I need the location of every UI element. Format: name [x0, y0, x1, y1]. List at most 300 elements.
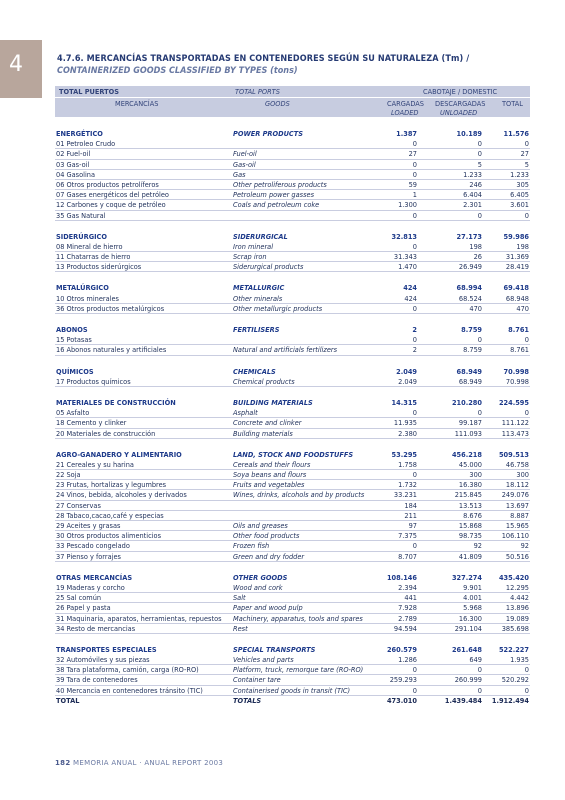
cell-unloaded: 5.968 — [463, 604, 482, 613]
header-total-puertos: TOTAL PUERTOS — [59, 88, 120, 96]
cell-unloaded: 68.949 — [458, 377, 482, 386]
cell-total: 70.998 — [505, 377, 529, 386]
cell-total: 5 — [524, 160, 529, 169]
table-row — [55, 200, 530, 210]
cell-english: Paper and wood pulp — [233, 604, 303, 613]
cell-spanish: 01 Petroleo Crudo — [56, 140, 116, 149]
cell-english: Gas — [233, 170, 246, 179]
table-row — [55, 460, 530, 470]
cell-spanish: 07 Gases energéticos del petróleo — [56, 191, 169, 200]
cell-unloaded: 456.218 — [451, 450, 482, 459]
cell-loaded: 1.387 — [396, 130, 417, 138]
cell-english: Building materials — [233, 429, 293, 438]
cell-loaded: 0 — [412, 471, 417, 480]
cell-total: 3.601 — [510, 201, 529, 210]
cell-loaded: 59 — [408, 180, 417, 189]
cell-total: 11.576 — [503, 130, 529, 138]
cell-total: 435.420 — [498, 573, 529, 582]
cell-total: 111.122 — [501, 419, 529, 428]
cell-english: Platform, truck, remorque tare (RO-RO) — [233, 666, 364, 675]
cell-loaded: 424 — [404, 294, 417, 303]
cell-spanish: 05 Asfalto — [56, 409, 90, 418]
cell-english: Salt — [233, 594, 246, 603]
cell-spanish: 29 Aceites y grasas — [56, 522, 121, 530]
category-row — [55, 450, 530, 460]
cell-spanish: 28 Tabaco,cacao,café y especias — [56, 511, 164, 520]
cell-english: Chemical products — [233, 377, 295, 386]
goods-table — [55, 86, 530, 706]
cell-total: 470 — [516, 304, 529, 313]
header-cabotaje: CABOTAJE / DOMESTIC — [423, 88, 498, 96]
cell-loaded: 33.231 — [393, 491, 417, 500]
cell-spanish: 06 Otros productos petrolíferos — [56, 180, 159, 189]
table-row — [55, 665, 530, 675]
cell-spanish: 08 Mineral de hierro — [56, 242, 123, 251]
cell-unloaded: 4.001 — [463, 594, 482, 603]
table-row — [55, 480, 530, 490]
cell-total: 4.442 — [510, 594, 529, 603]
category-row — [55, 573, 530, 583]
cell-spanish: QUÍMICOS — [56, 367, 94, 376]
title-english: CONTAINERIZED GOODS CLASSIFIED BY TYPES (tons) — [57, 66, 298, 76]
cell-english: Gas-oil — [233, 160, 256, 169]
category-row — [55, 367, 530, 377]
cell-total: 18.112 — [505, 481, 529, 490]
cell-unloaded: 68.949 — [456, 367, 482, 376]
spacer — [55, 562, 530, 573]
page-footer — [55, 759, 223, 767]
table-row — [55, 603, 530, 613]
cell-english: Vehicles and parts — [233, 656, 294, 665]
cell-unloaded: 261.648 — [451, 645, 482, 654]
cell-unloaded: 0 — [477, 140, 482, 149]
cell-spanish: 36 Otros productos metalúrgicos — [56, 304, 165, 313]
cell-unloaded: 9.901 — [463, 583, 482, 592]
cell-english: Scrap iron — [233, 253, 267, 262]
table-row — [55, 294, 530, 304]
cell-loaded: 32.813 — [391, 232, 417, 241]
table-row — [55, 531, 530, 541]
cell-spanish: 13 Productos siderúrgicos — [56, 263, 142, 272]
spacer — [55, 117, 530, 129]
table-row — [55, 242, 530, 252]
cell-loaded: 7.928 — [398, 604, 417, 613]
table-row — [55, 429, 530, 439]
spacer — [55, 439, 530, 450]
cell-spanish: 24 Vinos, bebida, alcoholes y derivados — [56, 491, 187, 500]
cell-english: Other petroliferous products — [233, 180, 327, 189]
cell-unloaded: 1.233 — [463, 170, 482, 179]
cell-total: 27 — [520, 150, 529, 159]
table-row — [55, 501, 530, 511]
cell-english: METALLURGIC — [233, 284, 285, 293]
cell-loaded: 259.293 — [389, 676, 417, 685]
table-row — [55, 418, 530, 428]
cell-total: 113.473 — [501, 429, 529, 438]
cell-total: 305 — [516, 180, 529, 189]
cell-spanish: 39 Tara de contenedores — [56, 676, 138, 685]
table-row — [55, 149, 530, 159]
cell-unloaded: 68.994 — [456, 284, 482, 293]
cell-loaded: 0 — [412, 242, 417, 251]
cell-total: 522.227 — [498, 645, 529, 654]
cell-spanish: TRANSPORTES ESPECIALES — [56, 645, 157, 654]
cell-total: 249.076 — [501, 491, 529, 500]
header-cargadas: CARGADAS — [387, 100, 424, 108]
cell-spanish: 21 Cereales y su harina — [56, 460, 134, 469]
table-row — [55, 262, 530, 272]
cell-spanish: 03 Gas-oil — [56, 160, 90, 169]
cell-spanish: 16 Abonos naturales y artificiales — [56, 346, 167, 355]
cell-unloaded: 0 — [477, 336, 482, 345]
cell-english: Coals and petroleum coke — [233, 201, 320, 210]
cell-total: 520.292 — [501, 676, 529, 685]
cell-total: 50.516 — [505, 552, 529, 561]
category-row — [55, 645, 530, 655]
cell-spanish: TOTAL — [56, 696, 80, 705]
cell-spanish: 02 Fuel-oil — [56, 150, 91, 159]
cell-loaded: 14.315 — [391, 398, 417, 407]
header-total: TOTAL — [502, 100, 523, 108]
cell-unloaded: 16.300 — [458, 614, 482, 623]
table-row — [55, 541, 530, 551]
cell-english: LAND, STOCK AND FOODSTUFFS — [233, 450, 354, 459]
spacer — [55, 221, 530, 232]
category-row — [55, 325, 530, 335]
cell-english: Concrete and clinker — [233, 419, 302, 428]
cell-english: Wines, drinks, alcohols and by products — [233, 491, 365, 500]
cell-spanish: 27 Conservas — [56, 501, 101, 510]
cell-unloaded: 68.524 — [458, 294, 482, 303]
cell-unloaded: 0 — [477, 666, 482, 675]
cell-spanish: 20 Materiales de construcción — [56, 429, 156, 438]
cell-unloaded: 291.104 — [454, 624, 482, 633]
cell-spanish: 31 Maquinaria, aparatos, herramientas, repuestos — [56, 614, 222, 623]
cell-total: 6.405 — [510, 191, 529, 200]
cell-total: 198 — [516, 242, 529, 251]
cell-total: 8.887 — [510, 511, 529, 520]
cell-unloaded: 8.759 — [463, 346, 482, 355]
table-row — [55, 252, 530, 262]
table-row — [55, 345, 530, 355]
cell-english: CHEMICALS — [233, 367, 276, 376]
cell-spanish: OTRAS MERCANCÍAS — [56, 573, 133, 582]
cell-spanish: ENERGÉTICO — [56, 130, 103, 138]
cell-unloaded: 92 — [473, 542, 482, 551]
table-row — [55, 675, 530, 685]
cell-loaded: 2.049 — [398, 377, 417, 386]
table-row — [55, 593, 530, 603]
cell-spanish: 38 Tara plataforma, camión, carga (RO-RO) — [56, 666, 199, 675]
cell-english: Soya beans and flours — [233, 471, 307, 480]
cell-loaded: 1.286 — [398, 656, 417, 665]
cell-spanish: 40 Mercancia en contenedores tránsito (TIC) — [56, 686, 203, 695]
cell-total: 1.935 — [510, 656, 529, 665]
cell-english: Containerised goods in transit (TIC) — [233, 686, 351, 695]
cell-loaded: 2.789 — [398, 614, 417, 623]
cell-spanish: ABONOS — [56, 326, 88, 334]
spacer — [55, 314, 530, 325]
cell-unloaded: 45.000 — [458, 460, 482, 469]
cell-spanish: 33 Pescado congelado — [56, 542, 130, 551]
cell-loaded: 7.375 — [398, 532, 417, 541]
cell-unloaded: 13.513 — [458, 501, 482, 510]
cell-unloaded: 470 — [469, 304, 482, 313]
cell-spanish: 11 Chatarras de hierro — [56, 253, 131, 262]
cell-english: SPECIAL TRANSPORTS — [233, 645, 316, 654]
table-row — [55, 490, 530, 500]
table-row — [55, 211, 530, 221]
cell-loaded: 0 — [412, 686, 417, 695]
cell-english: Rest — [233, 624, 248, 633]
cell-spanish: 18 Cemento y clinker — [56, 419, 127, 428]
cell-loaded: 0 — [412, 336, 417, 345]
table-header — [55, 86, 530, 117]
cell-english: Other food products — [233, 532, 300, 541]
cell-unloaded: 0 — [477, 211, 482, 220]
category-row — [55, 283, 530, 293]
table-row — [55, 511, 530, 521]
cell-spanish: 25 Sal común — [56, 594, 102, 603]
category-row — [55, 232, 530, 242]
table-row — [55, 304, 530, 314]
cell-total: 31.369 — [505, 253, 529, 262]
cell-unloaded: 198 — [469, 242, 482, 251]
cell-unloaded: 10.189 — [456, 130, 482, 138]
cell-loaded: 424 — [403, 284, 417, 293]
cell-total: 0 — [524, 140, 529, 149]
cell-english: OTHER GOODS — [233, 573, 288, 582]
cell-english: Cereals and their flours — [233, 460, 311, 469]
cell-total: 0 — [524, 409, 529, 418]
table-body — [55, 117, 530, 706]
table-row — [55, 408, 530, 418]
cell-loaded: 27 — [408, 150, 417, 159]
cell-unloaded: 8.676 — [463, 511, 482, 520]
cell-loaded: 108.146 — [386, 573, 417, 582]
cell-english: Other metallurgic products — [233, 304, 323, 313]
cell-spanish: SIDERÚRGICO — [56, 232, 107, 241]
cell-unloaded: 15.868 — [458, 522, 482, 530]
cell-spanish: 12 Carbones y coque de petróleo — [56, 201, 166, 210]
cell-spanish: 19 Maderas y corcho — [56, 583, 125, 592]
category-row — [55, 129, 530, 139]
cell-spanish: 30 Otros productos alimenticios — [56, 532, 162, 541]
cell-loaded: 184 — [404, 501, 417, 510]
cell-loaded: 2.049 — [396, 367, 417, 376]
total-row — [55, 696, 530, 706]
cell-english: Fruits and vegetables — [233, 481, 305, 490]
cell-total: 0 — [524, 666, 529, 675]
cell-english: Oils and greases — [233, 522, 288, 530]
cell-total: 224.595 — [498, 398, 529, 407]
cell-spanish: METALÚRGICO — [56, 284, 109, 293]
cell-spanish: 37 Pienso y forrajes — [56, 552, 121, 561]
cell-loaded: 1.470 — [398, 263, 417, 272]
cell-loaded: 260.579 — [386, 645, 417, 654]
cell-total: 46.758 — [505, 460, 529, 469]
cell-total: 1.233 — [510, 170, 529, 179]
cell-spanish: 15 Potasas — [56, 336, 92, 345]
cell-english: POWER PRODUCTS — [233, 130, 304, 138]
cell-unloaded: 6.404 — [463, 191, 482, 200]
chapter-tab — [0, 40, 42, 98]
cell-loaded: 2.394 — [398, 583, 417, 592]
cell-unloaded: 5 — [477, 160, 482, 169]
cell-loaded: 1.300 — [398, 201, 417, 210]
cell-spanish: 22 Soja — [56, 471, 81, 480]
cell-total: 8.761 — [510, 346, 529, 355]
cell-unloaded: 27.173 — [456, 232, 482, 241]
cell-english: Natural and artificials fertilizers — [233, 346, 338, 355]
cell-total: 0 — [524, 211, 529, 220]
cell-spanish: 10 Otros minerales — [56, 294, 119, 303]
table-row — [55, 686, 530, 696]
cell-unloaded: 8.759 — [461, 326, 482, 334]
cell-unloaded: 111.093 — [454, 429, 482, 438]
table-row — [55, 552, 530, 562]
section-heading — [57, 54, 557, 76]
cell-total: 0 — [524, 686, 529, 695]
table-row — [55, 377, 530, 387]
cell-total: 385.698 — [501, 624, 529, 633]
cell-unloaded: 41.809 — [458, 552, 482, 561]
cell-english: Asphalt — [233, 409, 258, 418]
cell-english: Fuel-oil — [233, 150, 257, 159]
cell-spanish: 17 Productos químicos — [56, 377, 131, 386]
header-goods: GOODS — [265, 100, 290, 108]
cell-unloaded: 327.274 — [451, 573, 482, 582]
cell-english: Container tare — [233, 676, 281, 685]
cell-total: 69.418 — [503, 284, 529, 293]
header-row-1 — [55, 86, 530, 97]
cell-total: 300 — [516, 471, 529, 480]
page-number: 182 — [55, 759, 71, 767]
cell-loaded: 94.594 — [393, 624, 417, 633]
cell-loaded: 53.295 — [391, 450, 417, 459]
cell-loaded: 97 — [408, 522, 417, 530]
cell-loaded: 8.707 — [398, 552, 417, 561]
spacer — [55, 634, 530, 645]
cell-total: 70.998 — [503, 367, 529, 376]
cell-loaded: 1 — [412, 191, 417, 200]
cell-english: Other minerals — [233, 294, 283, 303]
cell-total: 92 — [520, 542, 529, 551]
spacer — [55, 387, 530, 398]
spacer — [55, 272, 530, 283]
cell-loaded: 0 — [412, 170, 417, 179]
cell-spanish: MATERIALES DE CONSTRUCCIÓN — [56, 398, 176, 407]
cell-loaded: 1.758 — [398, 460, 417, 469]
cell-unloaded: 260.999 — [454, 676, 482, 685]
table-row — [55, 521, 530, 531]
cell-total: 12.295 — [505, 583, 529, 592]
cell-unloaded: 0 — [477, 686, 482, 695]
cell-loaded: 11.935 — [393, 419, 417, 428]
header-unloaded: UNLOADED — [440, 109, 478, 117]
cell-unloaded: 1.439.484 — [444, 696, 482, 705]
cell-unloaded: 0 — [477, 150, 482, 159]
cell-loaded: 211 — [404, 511, 417, 520]
cell-total: 0 — [524, 336, 529, 345]
cell-unloaded: 98.735 — [458, 532, 482, 541]
cell-total: 68.948 — [505, 294, 529, 303]
header-descargadas: DESCARGADAS — [435, 100, 486, 108]
cell-unloaded: 210.280 — [451, 398, 482, 407]
table-row — [55, 190, 530, 200]
header-loaded: LOADED — [391, 109, 419, 117]
cell-total: 8.761 — [508, 326, 529, 334]
table-row — [55, 170, 530, 180]
cell-unloaded: 26.949 — [458, 263, 482, 272]
cell-loaded: 1.732 — [398, 481, 417, 490]
cell-unloaded: 246 — [469, 180, 482, 189]
cell-unloaded: 0 — [477, 409, 482, 418]
cell-loaded: 473.010 — [386, 696, 417, 705]
cell-total: 13.896 — [505, 604, 529, 613]
cell-loaded: 0 — [412, 211, 417, 220]
table-row — [55, 335, 530, 345]
cell-unloaded: 2.301 — [463, 201, 482, 210]
cell-loaded: 0 — [412, 666, 417, 675]
cell-unloaded: 649 — [469, 656, 482, 665]
category-row — [55, 398, 530, 408]
table-row — [55, 139, 530, 149]
cell-spanish: 26 Papel y pasta — [56, 604, 111, 613]
table-row — [55, 470, 530, 480]
table-row — [55, 614, 530, 624]
spacer — [55, 356, 530, 367]
cell-unloaded: 99.187 — [458, 419, 482, 428]
header-row-3 — [55, 107, 530, 117]
cell-english: Green and dry fodder — [233, 552, 305, 561]
cell-total: 15.965 — [505, 522, 529, 530]
cell-loaded: 2.380 — [398, 429, 417, 438]
cell-english: Wood and cork — [233, 583, 283, 592]
table-row — [55, 624, 530, 634]
cell-english: TOTALS — [233, 696, 262, 705]
cell-total: 106.110 — [501, 532, 529, 541]
title-spanish: 4.7.6. MERCANCÍAS TRANSPORTADAS EN CONTENEDORES SEGÚN SU NATURALEZA (Tm) / — [57, 54, 470, 64]
cell-unloaded: 16.380 — [458, 481, 482, 490]
cell-spanish: 35 Gas Natural — [56, 211, 106, 220]
cell-english: Machinery, apparatus, tools and spares — [233, 614, 363, 623]
cell-loaded: 31.343 — [393, 253, 417, 262]
cell-english: Petroleum power gasses — [233, 191, 315, 200]
cell-total: 19.089 — [505, 614, 529, 623]
cell-english: Iron mineral — [233, 242, 274, 251]
cell-total: 59.986 — [503, 232, 529, 241]
cell-unloaded: 215.845 — [454, 491, 482, 500]
cell-unloaded: 300 — [469, 471, 482, 480]
chapter-number: 4 — [9, 52, 23, 77]
cell-unloaded: 26 — [473, 253, 482, 262]
cell-total: 509.513 — [498, 450, 529, 459]
cell-english: FERTILISERS — [233, 326, 280, 334]
cell-english: Frozen fish — [233, 542, 270, 551]
cell-loaded: 0 — [412, 304, 417, 313]
cell-loaded: 2 — [412, 326, 417, 334]
cell-loaded: 0 — [412, 409, 417, 418]
cell-loaded: 0 — [412, 140, 417, 149]
cell-english: Siderurgical products — [233, 263, 304, 272]
header-total-ports: TOTAL PORTS — [235, 88, 280, 96]
header-row-2 — [55, 97, 530, 107]
header-mercancias: MERCANCÍAS — [115, 100, 159, 108]
cell-total: 28.419 — [505, 263, 529, 272]
cell-loaded: 0 — [412, 542, 417, 551]
table-row — [55, 655, 530, 665]
